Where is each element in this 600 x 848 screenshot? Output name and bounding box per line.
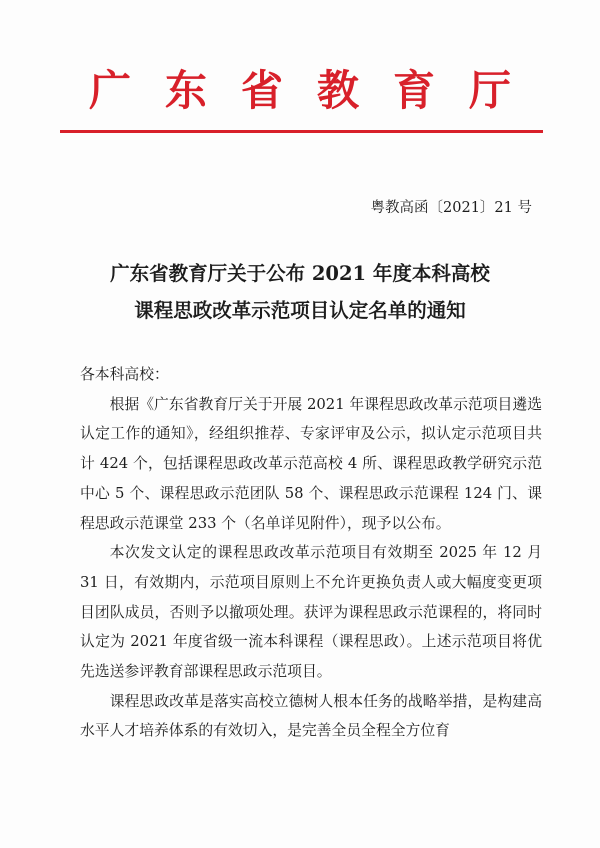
document-title [40, 255, 560, 329]
letterhead-title: 广东省教育厅 [88, 66, 545, 115]
salutation: 各本科高校： [80, 366, 169, 383]
document-title-line-2: 课程思政改革示范项目认定名单的通知 [134, 299, 466, 322]
body-paragraph-3: 课程思政改革是落实高校立德树人根本任务的战略举措，是构建高水平人才培养体系的有效切入，是完善全员全程全方位育 [80, 692, 542, 740]
document-number: 粤教高函〔2021〕21 号 [370, 200, 532, 216]
letterhead-red-rule [60, 130, 543, 133]
document-body [80, 360, 542, 746]
body-paragraph-2: 本次发文认定的课程思政改革示范项目有效期至 2025 年 12 月 31 日，有效期内，示范项目原则上不允许更换负责人或大幅度变更项目团队成员，否则予以撤项处理。获评为课程思政示范课程的，将同时认定为 2021 年度省级一流本科课程（课程思政）。上述示范项目将优先选送参评教育部课程思政示范项目。 [80, 544, 542, 681]
document-title-line-1: 广东省教育厅关于公布 2021 年度本科高校 [110, 262, 490, 285]
body-paragraph-1: 根据《广东省教育厅关于开展 2021 年课程思政改革示范项目遴选认定工作的通知》，经组织推荐、专家评审及公示，拟认定示范项目共计 424 个，包括课程思政改革示范高校 4 所、课程思政教学研究示范中心 5 个、课程思政示范团队 58 个、课程思政示范课程 124 门、课程思政示范课堂 233 个（名单详见附件），现予以公布。 [80, 395, 542, 532]
